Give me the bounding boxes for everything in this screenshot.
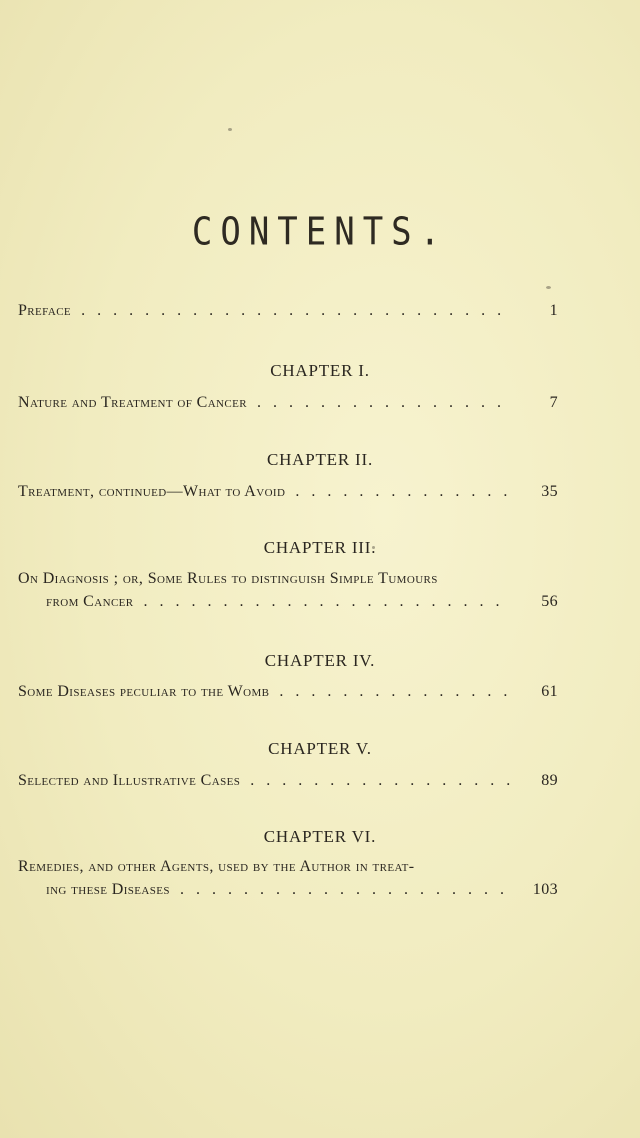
toc-entry-chapter-3 (18, 568, 558, 613)
entry-title: Some Diseases peculiar to the Womb (18, 683, 270, 700)
entry-title: Treatment, continued—What to Avoid (18, 483, 286, 500)
dot-leader (247, 392, 512, 414)
page-number: 7 (549, 394, 558, 411)
entry-title: Selected and Illustrative Cases (18, 772, 241, 789)
page-number: 89 (541, 772, 558, 789)
page-number: 35 (541, 483, 558, 500)
entry-title: On Diagnosis ; or, Some Rules to distinguish Simple Tumours (18, 570, 438, 587)
chapter-heading: CHAPTER IV. (264, 651, 376, 670)
page-number: 1 (549, 302, 558, 319)
page-number: 103 (532, 881, 558, 898)
entry-title: Nature and Treatment of Cancer (18, 394, 247, 411)
toc-entry-chapter-2 (18, 481, 558, 503)
toc-entry-preface (18, 300, 558, 322)
toc-entry-chapter-4 (18, 681, 558, 703)
dot-leader (71, 300, 512, 322)
dot-leader (269, 681, 512, 703)
toc-entry-chapter-6 (18, 856, 558, 901)
chapter-heading: CHAPTER V. (268, 739, 372, 758)
dot-leader (240, 770, 512, 792)
dot-leader (285, 481, 512, 503)
chapter-heading: CHAPTER I. (270, 361, 370, 380)
dot-leader (134, 591, 512, 613)
entry-title: Remedies, and other Agents, used by the Author in treat- (18, 858, 415, 875)
page-number: 61 (541, 683, 558, 700)
paper-speck (228, 128, 232, 131)
chapter-heading: CHAPTER III. (263, 538, 377, 557)
entry-title-continued: from Cancer (46, 593, 134, 610)
dot-leader (170, 879, 512, 901)
page-title: CONTENTS. (191, 209, 449, 255)
toc-entry-chapter-5 (18, 770, 558, 792)
page-number: 56 (541, 593, 558, 610)
entry-title: Preface (18, 302, 72, 319)
entry-title-continued: ing these Diseases (46, 881, 170, 898)
paper-speck (546, 286, 551, 289)
chapter-heading: CHAPTER VI. (263, 827, 377, 846)
chapter-heading: CHAPTER II. (266, 450, 374, 469)
toc-entry-chapter-1 (18, 392, 558, 414)
